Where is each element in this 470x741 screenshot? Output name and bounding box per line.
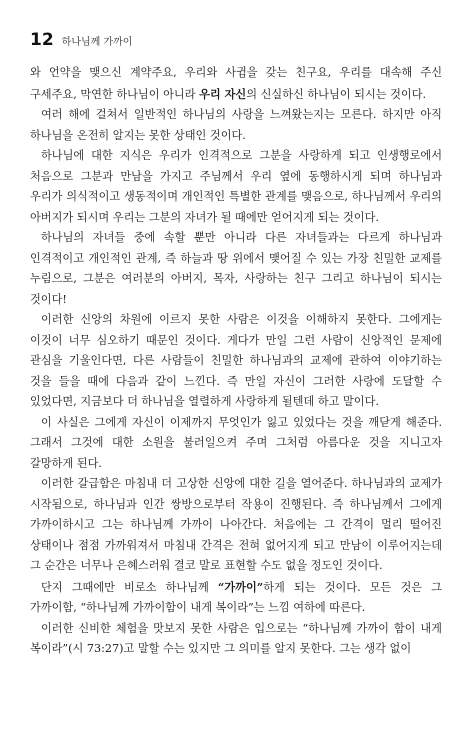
page-header (30, 30, 132, 50)
page-number: 12 (30, 30, 54, 50)
paragraph: 이러한 신비한 체험을 맛보지 못한 사람은 입으로는 “하나님께 가까이 함이 내게 복이라”(시 73:27)고 말할 수는 있지만 그 의미를 알지 못한다. 그는 생각 없이 (30, 621, 442, 655)
body-text (30, 63, 442, 660)
paragraph: 여러 해에 걸쳐서 일반적인 하나님의 사랑을 느껴왔는지는 모른다. 하지만 아직 하나님을 온전히 알지는 못한 상태인 것이다. (30, 108, 442, 142)
paragraph-text: 하게 되는 것이다. 모든 것은 그 가까이함, “하나님께 가까이함이 내게 복이라”는 느낌 여하에 따른다. (30, 580, 442, 614)
paragraph-text: 의 신실하신 하나님이 되시는 것이다. (246, 87, 427, 101)
paragraph (30, 63, 442, 105)
emphasis-text: 우리 자신 (199, 86, 247, 101)
paragraph-text: 단지 그때에만 비로소 하나님께 (41, 580, 218, 594)
paragraph: 이 사실은 그에게 자신이 이제까지 무엇인가 잃고 있었다는 것을 깨닫게 해준다. 그래서 그것에 대한 소원을 불러일으켜 주며 그처럼 아름다운 것을 지니고자 갈망하게 된다. (30, 415, 442, 470)
paragraph: 이러한 갈급함은 마침내 더 고상한 신앙에 대한 길을 열어준다. 하나님과의 교제가 시작됨으로, 하나님과 인간 쌍방으로부터 작용이 진행된다. 즉 하나님께서 그에게 가까이하시고 그는 하나님께 가까이 나아간다. 처음에는 그 간격이 멀리 떨어진 상태이나 점점 가까워져서 마침내 간격은 전혀 없어지게 되고 만남이 이루어지는데 그 순간은 너무나 은혜스러워 결코 말로 표현할 수도 없을 정도인 것이다. (30, 477, 442, 572)
paragraph: 하나님에 대한 지식은 우리가 인격적으로 그분을 사랑하게 되고 인생행로에서 처음으로 그분과 만남을 가지고 주님께서 우리 옆에 동행하시게 되며 하나님과 우리가 의식적이고 생동적이며 개인적인 특별한 관계를 맺음으로, 하나님께서 우리의 아버지가 되시며 우리는 그분의 자녀가 될 때에만 얻어지게 되는 것이다. (30, 149, 442, 224)
running-title: 하나님께 가까이 (61, 37, 133, 48)
emphasis-text: “가까이” (217, 579, 264, 594)
paragraph (30, 577, 442, 619)
paragraph: 이러한 신앙의 차원에 이르지 못한 사람은 이것을 이해하지 못한다. 그에게는 이것이 너무 심오하기 때문인 것이다. 게다가 만일 그런 사람이 신앙적인 문제에 관심을 기울인다면, 다른 사람들이 친밀한 하나님과의 교제에 관하여 이야기하는 것을 들을 때에 다음과 같이 느낀다. 즉 만일 자신이 그러한 사랑에 도달할 수 있었다면, 지금보다 더 하나님을 열렬하게 사랑하게 될텐데 하고 말이다. (30, 313, 442, 408)
paragraph-text: 와 언약을 맺으신 계약주요, 우리와 사귐을 갖는 친구요, 우리를 대속해 주신 구세주요, 막연한 하나님이 아니라 (30, 66, 442, 101)
paragraph: 하나님의 자녀들 중에 속할 뿐만 아니라 다른 자녀들과는 다르게 하나님과 인격적이고 개인적인 관계, 즉 하늘과 땅 위에서 맺어질 수 있는 가장 친밀한 교제를 누림으로, 그분은 여러분의 아버지, 목자, 사랑하는 친구 그리고 하나님이 되시는 것이다! (30, 231, 442, 306)
